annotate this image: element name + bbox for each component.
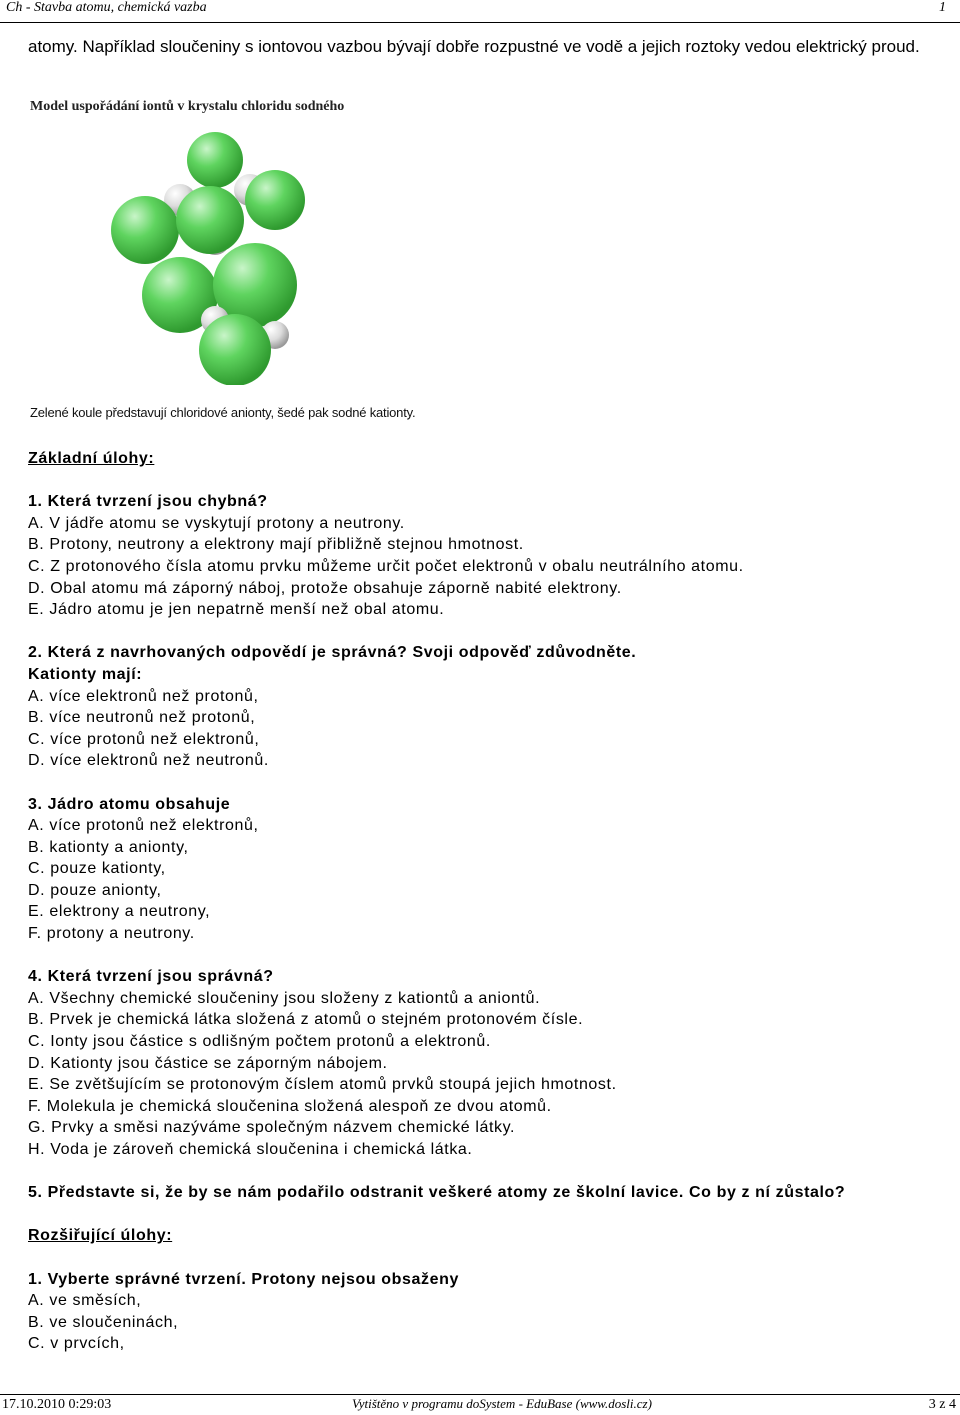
answer-option: B. více neutronů než protonů, <box>28 709 256 727</box>
answer-option: E. Jádro atomu je jen nepatrně menší než obal atomu. <box>28 601 445 619</box>
intro-paragraph: atomy. Například sloučeniny s iontovou vazbou bývají dobře rozpustné ve vodě a jejich roztoky vedou elektrický proud. <box>28 37 920 56</box>
question-heading: 3. Jádro atomu obsahuje <box>28 795 231 813</box>
answer-option: A. více protonů než elektronů, <box>28 817 259 835</box>
answer-option: G. Prvky a směsi nazýváme společným názvem chemické látky. <box>28 1119 516 1137</box>
page-footer <box>0 1394 960 1415</box>
answer-option: E. elektrony a neutrony, <box>28 903 211 921</box>
blank-line <box>28 1204 938 1226</box>
answer-option: B. Prvek je chemická látka složená z atomů o stejném protonovém čísle. <box>28 1011 584 1029</box>
page-counter: 3 z 4 <box>928 1397 956 1412</box>
chloride-ion <box>245 170 305 230</box>
chloride-ion <box>199 314 271 385</box>
chloride-ion <box>176 186 244 254</box>
nacl-crystal-figure <box>100 125 320 385</box>
question-heading: 2. Která z navrhovaných odpovědí je správná? Svoji odpověď zdůvodněte. <box>28 644 637 662</box>
exercise-list <box>28 448 938 1355</box>
question-heading: 5. Představte si, že by se nám podařilo odstranit veškeré atomy ze školní lavice. Co by z ní zůstalo? <box>28 1184 846 1202</box>
blank-line <box>28 945 938 967</box>
answer-option: F. Molekula je chemická sloučenina složená alespoň ze dvou atomů. <box>28 1097 552 1115</box>
blank-line <box>28 621 938 643</box>
question-heading: 1. Která tvrzení jsou chybná? <box>28 493 268 511</box>
answer-option: C. Z protonového čísla atomu prvku můžeme určit počet elektronů v obalu neutrálního atomu. <box>28 557 744 575</box>
answer-option: D. Kationty jsou částice se záporným nábojem. <box>28 1054 388 1072</box>
figure-caption: Model uspořádání iontů v krystalu chloridu sodného <box>30 99 345 114</box>
blank-line <box>28 1247 938 1269</box>
answer-option: F. protony a neutrony. <box>28 925 195 943</box>
chloride-ion <box>187 132 243 188</box>
question-heading: 1. Vyberte správné tvrzení. Protony nejsou obsaženy <box>28 1270 460 1288</box>
blank-line <box>28 470 938 492</box>
question-heading: 4. Která tvrzení jsou správná? <box>28 968 274 986</box>
answer-option: B. kationty a anionty, <box>28 838 189 856</box>
answer-option: D. Obal atomu má záporný náboj, protože obsahuje záporně nabité elektrony. <box>28 579 622 597</box>
chloride-ion <box>111 196 179 264</box>
answer-option: D. více elektronů než neutronů. <box>28 752 269 770</box>
answer-option: D. pouze anionty, <box>28 881 162 899</box>
answer-option: A. více elektronů než protonů, <box>28 687 259 705</box>
question-heading: Kationty mají: <box>28 665 143 683</box>
answer-option: A. Všechny chemické sloučeniny jsou složeny z kationtů a aniontů. <box>28 989 541 1007</box>
print-timestamp: 17.10.2010 0:29:03 <box>2 1397 112 1412</box>
answer-option: A. ve směsích, <box>28 1292 142 1310</box>
answer-option: A. V jádře atomu se vyskytují protony a neutrony. <box>28 514 405 532</box>
page-header <box>0 0 960 23</box>
blank-line <box>28 1161 938 1183</box>
answer-option: C. více protonů než elektronů, <box>28 730 260 748</box>
answer-option: C. pouze kationty, <box>28 860 166 878</box>
answer-option: C. Ionty jsou částice s odlišným počtem protonů a elektronů. <box>28 1033 491 1051</box>
question-heading: Rozšiřující úlohy: <box>28 1227 173 1245</box>
answer-option: B. ve sloučeninách, <box>28 1313 179 1331</box>
answer-option: E. Se zvětšujícím se protonovým číslem atomů prvků stoupá jejich hmotnost. <box>28 1076 617 1094</box>
question-heading: Základní úlohy: <box>28 450 155 467</box>
header-page-number: 1 <box>939 0 946 15</box>
answer-option: C. v prvcích, <box>28 1335 125 1353</box>
answer-option: H. Voda je zároveň chemická sloučenina i chemická látka. <box>28 1141 473 1158</box>
figure-note: Zelené koule představují chloridové anionty, šedé pak sodné kationty. <box>30 405 416 420</box>
printed-by-note: Vytištěno v programu doSystem - EduBase (www.dosli.cz) <box>352 1396 652 1411</box>
answer-option: B. Protony, neutrony a elektrony mají přibližně stejnou hmotnost. <box>28 536 524 554</box>
blank-line <box>28 772 938 794</box>
document-title: Ch - Stavba atomu, chemická vazba <box>6 0 207 15</box>
